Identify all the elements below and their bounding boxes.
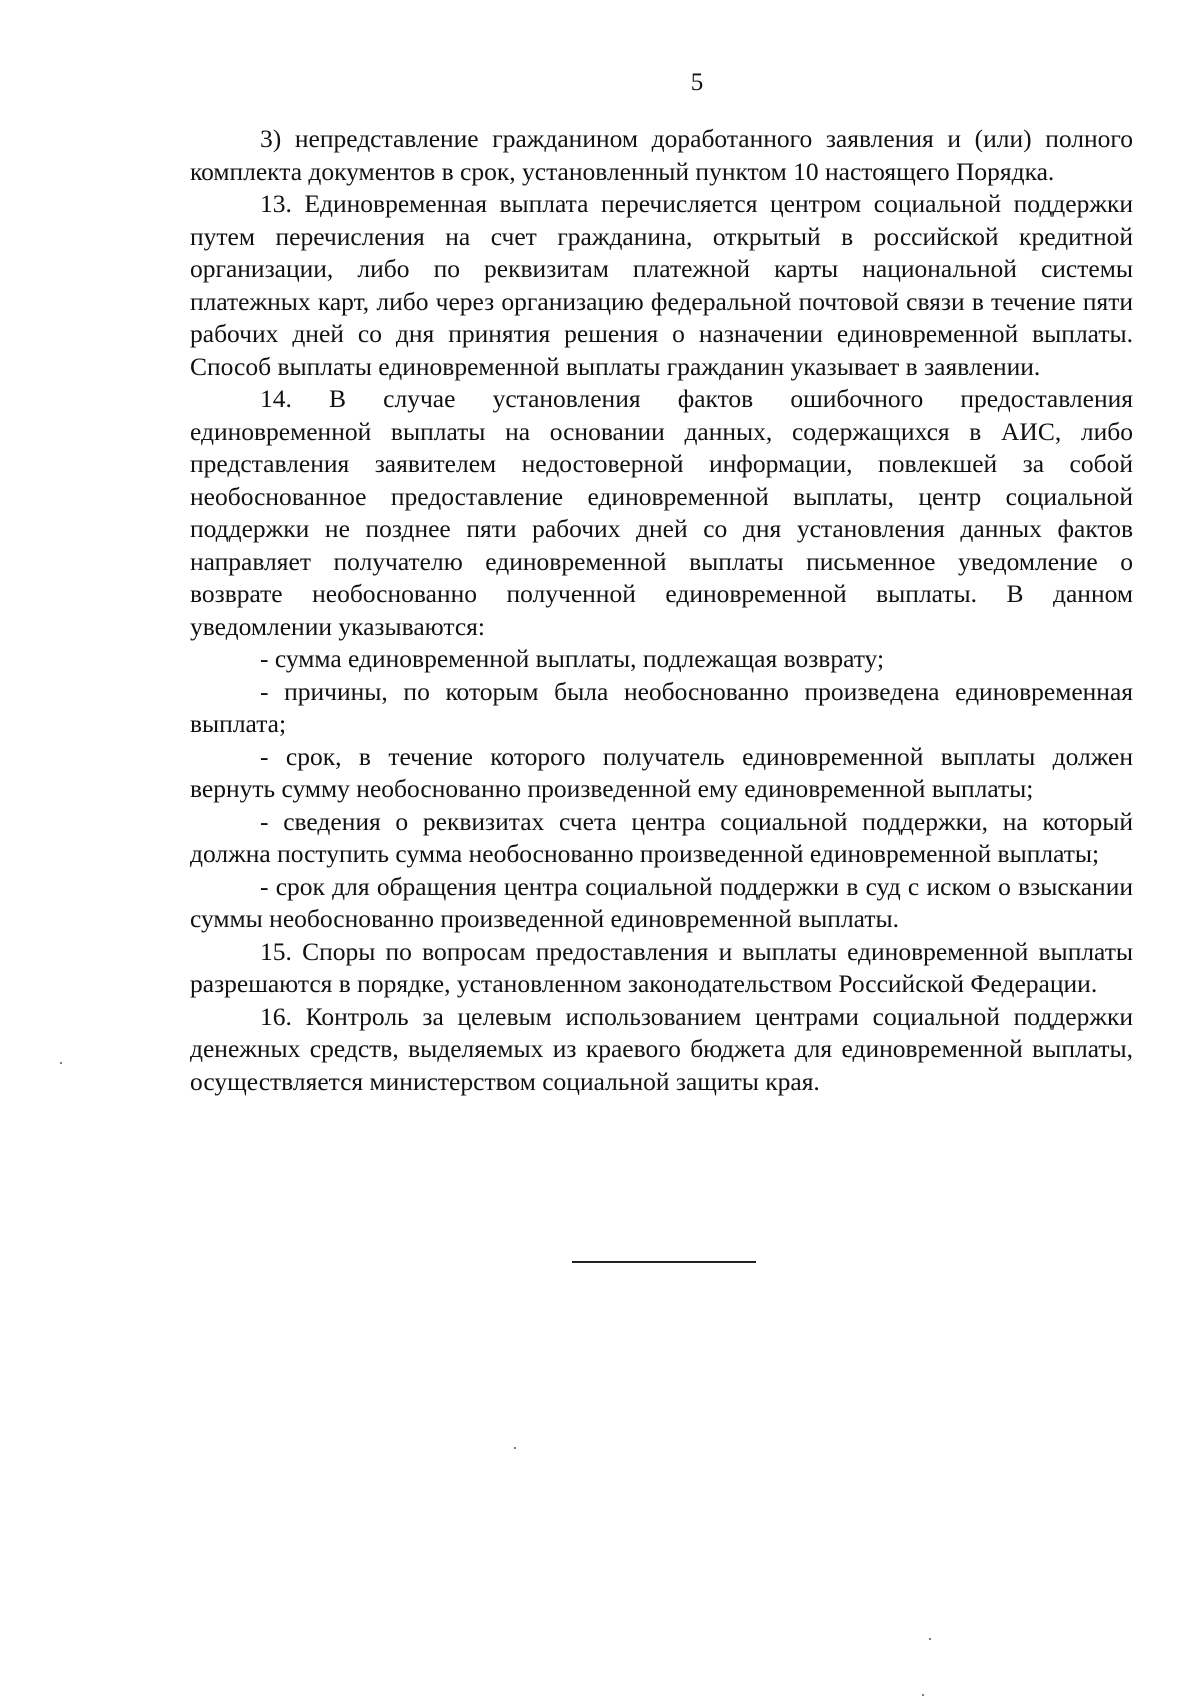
list-item-account-details: - сведения о реквизитах счета центра социальной поддержки, на который должна поступить сумма необоснованно произведенной единовременной выплаты;: [190, 806, 1133, 868]
scan-speck: [922, 1694, 924, 1696]
list-item-return-amount: - сумма единовременной выплаты, подлежащая возврату;: [260, 644, 885, 673]
scan-speck: [929, 1638, 931, 1640]
list-item-reasons: - причины, по которым была необоснованно произведена единовременная выплата;: [190, 676, 1133, 738]
document-body: [190, 123, 1133, 1098]
end-of-document-rule: [572, 1261, 756, 1263]
list-item-return-deadline: - срок, в течение которого получатель единовременной выплаты должен вернуть сумму необоснованно произведенной ему единовременной выплаты;: [190, 741, 1133, 803]
paragraph-16: 16. Контроль за целевым использованием центрами социальной поддержки денежных средств, выделяемых из краевого бюджета для единовременной выплаты, осуществляется министерством социальной защиты края.: [190, 1001, 1133, 1096]
page-number: 5: [690, 69, 704, 96]
scan-speck: [514, 1447, 516, 1449]
paragraph-13: 13. Единовременная выплата перечисляется центром социальной поддержки путем перечисления на счет гражданина, открытый в российской кредитной организации, либо по реквизитам платежной карты национальной системы платежных карт, либо через организацию федеральной почтовой связи в течение пяти рабочих дней со дня принятия решения о назначении единовременной выплаты. Способ выплаты единовременной выплаты гражданин указывает в заявлении.: [190, 189, 1133, 381]
paragraph-item-3: 3) непредставление гражданином доработанного заявления и (или) полного комплекта документов в срок, установленный пунктом 10 настоящего Порядка.: [190, 124, 1133, 186]
list-item-court-deadline: - срок для обращения центра социальной поддержки в суд с иском о взыскании суммы необоснованно произведенной единовременной выплаты.: [190, 871, 1133, 933]
paragraph-14: 14. В случае установления фактов ошибочного предоставления единовременной выплаты на основании данных, содержащихся в АИС, либо представления заявителем недостоверной информации, повлекшей за собой необоснованное предоставление единовременной выплаты, центр социальной поддержки не позднее пяти рабочих дней со дня установления данных фактов направляет получателю единовременной выплаты письменное уведомление о возврате необоснованно полученной единовременной выплаты. В данном уведомлении указываются:: [190, 384, 1133, 641]
paragraph-15: 15. Споры по вопросам предоставления и выплаты единовременной выплаты разрешаются в порядке, установленном законодательством Российской Федерации.: [190, 936, 1133, 998]
scan-speck: [60, 1062, 62, 1064]
